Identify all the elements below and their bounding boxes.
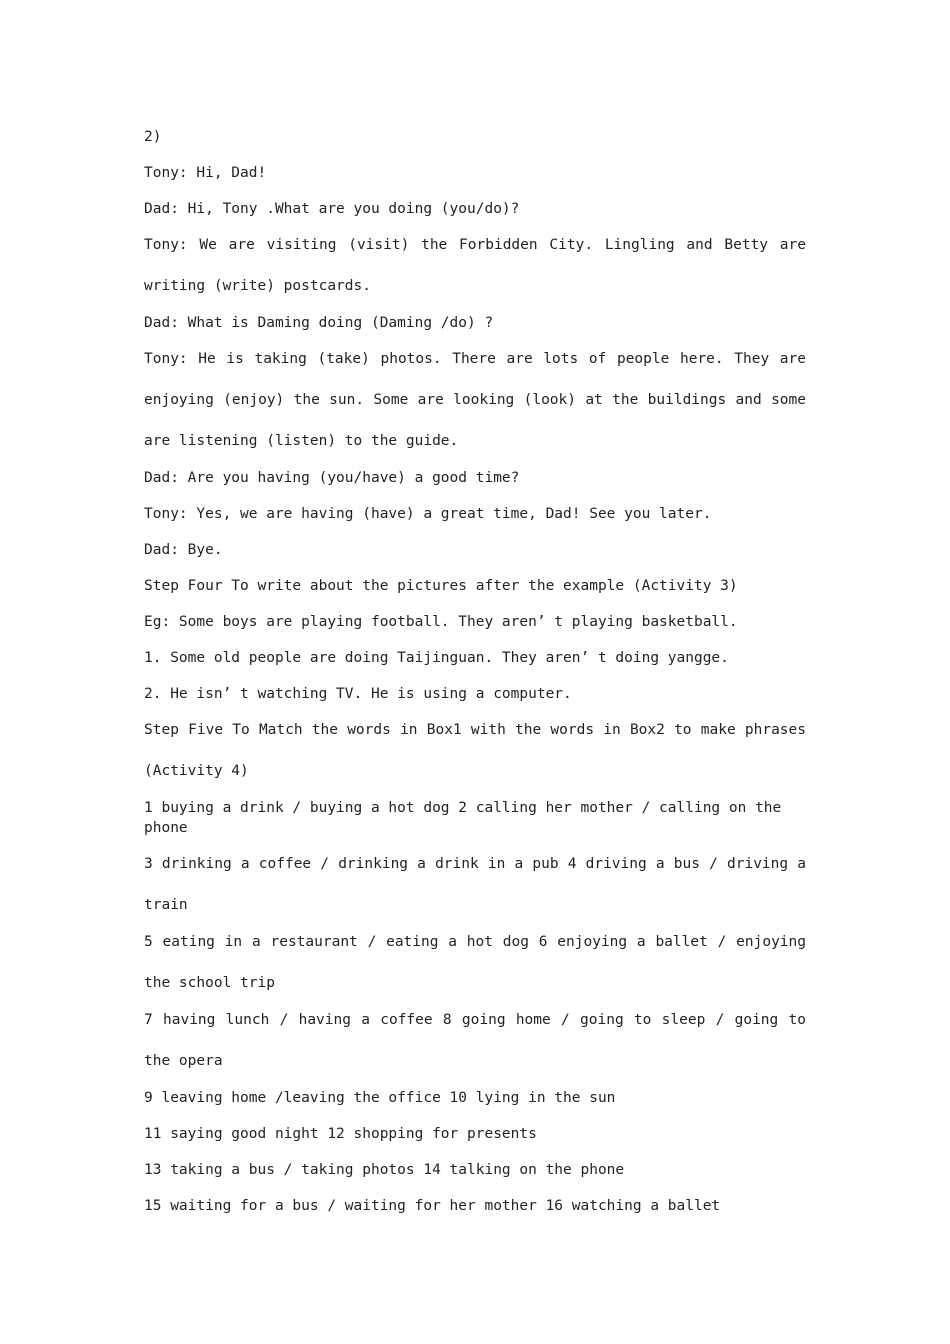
phrase-list-line: 15 waiting for a bus / waiting for her mother 16 watching a ballet <box>144 1198 721 1214</box>
dialogue-line: Tony: Hi, Dad! <box>144 165 267 181</box>
dialogue-line: Dad: Bye. <box>144 542 223 558</box>
answer-sentence: 1. Some old people are doing Taijinguan. They aren’ t doing yangge. <box>144 650 729 666</box>
phrase-list-line: 3 drinking a coffee / drinking a drink in a pub 4 driving a bus / driving a train <box>144 856 815 913</box>
dialogue-line: Tony: He is taking (take) photos. There are lots of people here. They are enjoying (enjoy) the sun. Some are looking (look) at the buildings and some are listening (listen) to the guide. <box>144 351 815 449</box>
phrase-list-line: 11 saying good night 12 shopping for presents <box>144 1126 537 1142</box>
example-sentence: Eg: Some boys are playing football. They aren’ t playing basketball. <box>144 614 738 630</box>
phrase-list-line: 13 taking a bus / taking photos 14 talking on the phone <box>144 1162 625 1178</box>
phrase-list-line: 9 leaving home /leaving the office 10 lying in the sun <box>144 1090 616 1106</box>
phrase-list-line: 7 having lunch / having a coffee 8 going home / going to sleep / going to the opera <box>144 1012 815 1069</box>
step-heading: Step Four To write about the pictures after the example (Activity 3) <box>144 578 738 594</box>
section-label: 2) <box>144 129 162 145</box>
phrase-list-line: 5 eating in a restaurant / eating a hot dog 6 enjoying a ballet / enjoying the school trip <box>144 934 815 991</box>
document-body <box>144 127 815 1232</box>
dialogue-line: Dad: What is Daming doing (Daming /do) ? <box>144 315 494 331</box>
dialogue-line: Tony: Yes, we are having (have) a great time, Dad! See you later. <box>144 506 712 522</box>
dialogue-line: Dad: Are you having (you/have) a good time? <box>144 470 520 486</box>
phrase-list-line: 1 buying a drink / buying a hot dog 2 calling her mother / calling on the phone <box>144 800 791 836</box>
step-heading: Step Five To Match the words in Box1 with the words in Box2 to make phrases (Activity 4) <box>144 722 815 779</box>
dialogue-line: Tony: We are visiting (visit) the Forbidden City. Lingling and Betty are writing (write) postcards. <box>144 237 815 294</box>
answer-sentence: 2. He isn’ t watching TV. He is using a computer. <box>144 686 572 702</box>
dialogue-line: Dad: Hi, Tony .What are you doing (you/do)? <box>144 201 520 217</box>
